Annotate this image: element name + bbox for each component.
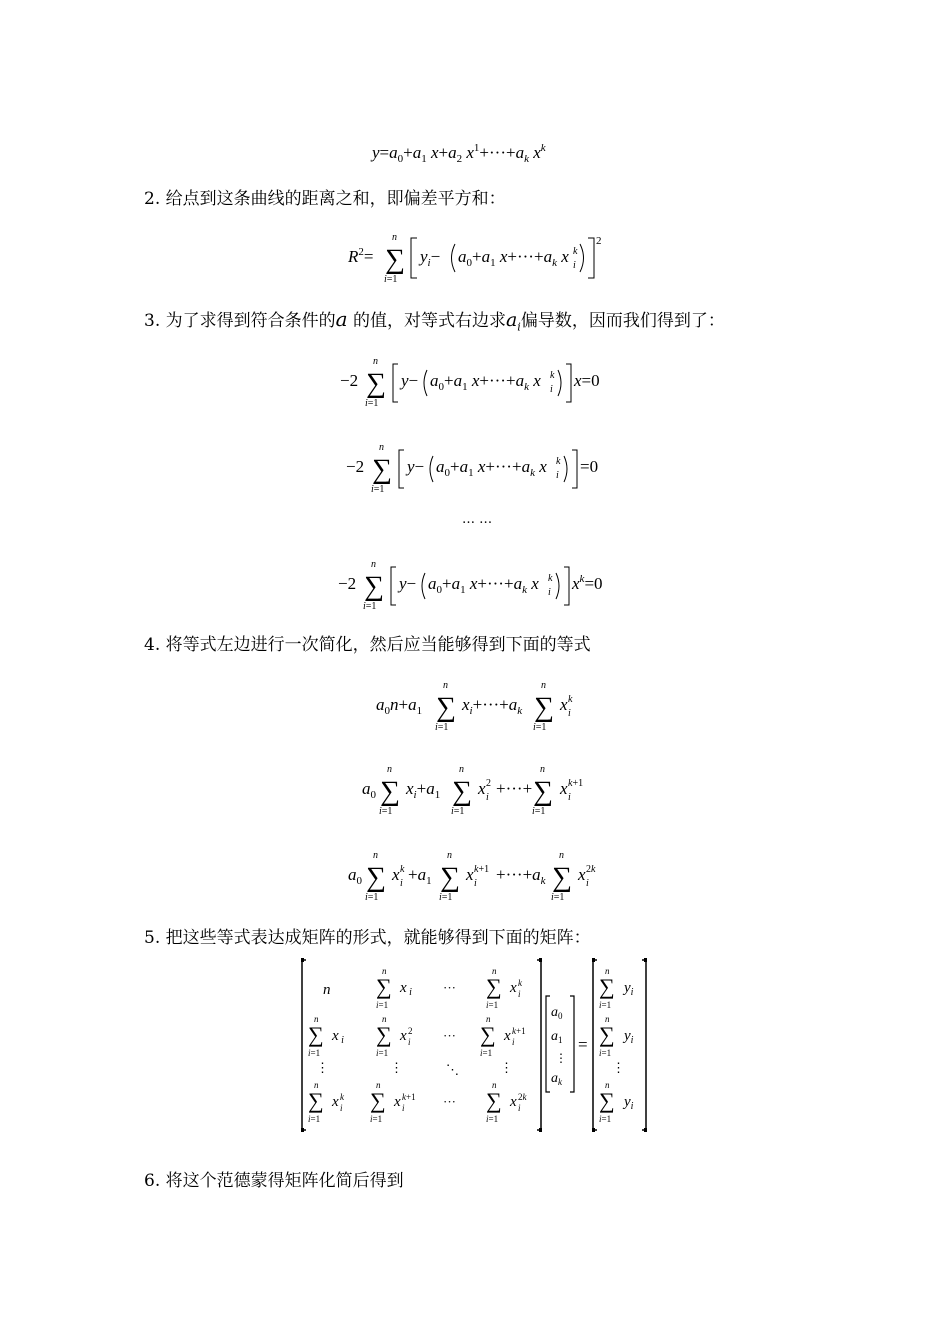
svg-text:i: i: [402, 1103, 405, 1113]
svg-text:+a1: $+a_1$: [408, 865, 432, 887]
svg-text:n: n: [447, 850, 452, 861]
svg-text:i=1: i=1: [533, 722, 547, 733]
svg-text:k: k: [548, 573, 553, 584]
svg-text:i=1: i=1: [365, 398, 379, 409]
svg-text:x: x: [504, 1028, 511, 1044]
equation-polynomial: [0, 136, 950, 170]
svg-text:n: n: [382, 1014, 387, 1024]
svg-text:x: x: [400, 1028, 407, 1044]
svg-text:k: k: [550, 370, 555, 381]
svg-text:∑: ∑: [376, 1022, 392, 1047]
svg-text:i: i: [568, 708, 571, 719]
equation-normal-1: [0, 676, 950, 734]
step-2-text: 2. 给点到这条曲线的距离之和，即偏差平方和：: [144, 189, 506, 209]
svg-text:n: n: [387, 764, 392, 775]
svg-text:i=1: i=1: [308, 1048, 321, 1058]
svg-text:a1: $a_1$: [551, 1029, 563, 1045]
svg-text:i=1: i=1: [365, 892, 379, 903]
svg-text:k+1: k+1: [568, 778, 584, 789]
svg-text:···: ···: [443, 980, 456, 995]
svg-text:k: k: [568, 694, 573, 705]
svg-text:yi: $y_i$: [624, 1028, 634, 1046]
svg-text:i=1: i=1: [599, 1114, 612, 1124]
svg-text:∑: ∑: [533, 776, 553, 807]
svg-text:i: i: [518, 1103, 521, 1113]
svg-text:x: x: [578, 865, 586, 884]
svg-text:k: k: [340, 1092, 344, 1102]
svg-text:i=1: i=1: [308, 1114, 321, 1124]
svg-text:=: =: [578, 1035, 588, 1054]
svg-text:i=1: i=1: [486, 1000, 499, 1010]
svg-text:n: n: [559, 850, 564, 861]
svg-text:k: k: [556, 456, 561, 467]
svg-text:i=1: i=1: [384, 274, 398, 285]
svg-text:y−: y−: [407, 457, 425, 476]
step-4-text: 4. 将等式左边进行一次简化，然后应当能够得到下面的等式: [144, 635, 591, 655]
svg-text:xi+a1: $x_i+a_1$: [406, 779, 441, 801]
svg-text:i=1: i=1: [435, 722, 449, 733]
svg-text:k: k: [400, 864, 405, 875]
svg-text:yi−: $y_i-$: [420, 247, 441, 269]
svg-text:n: n: [371, 559, 376, 570]
svg-text:∑: ∑: [480, 1022, 496, 1047]
svg-text:i=1: i=1: [480, 1048, 493, 1058]
svg-text:x: x: [332, 1094, 339, 1110]
svg-text:a0: $a_0$: [348, 865, 362, 887]
svg-text:x=0: x=0: [574, 371, 600, 390]
svg-text:∑: ∑: [599, 1088, 615, 1113]
svg-text:∑: ∑: [436, 692, 456, 723]
svg-text:i: i: [486, 792, 489, 803]
svg-text:yi: $y_i$: [624, 980, 634, 998]
ellipsis: … …: [462, 512, 493, 527]
svg-text:i: i: [573, 260, 576, 271]
svg-text:k: k: [518, 978, 522, 988]
svg-text:∑: ∑: [366, 368, 386, 399]
svg-text:i=1: i=1: [370, 1114, 383, 1124]
svg-text:⋮: ⋮: [612, 1060, 625, 1075]
svg-text:⋮: ⋮: [500, 1060, 513, 1075]
svg-text:x: x: [478, 779, 486, 798]
svg-text:i: i: [474, 878, 477, 889]
svg-text:+···+: +···+: [496, 779, 533, 798]
svg-text:yi: $y_i$: [624, 1094, 634, 1112]
svg-text:a0: $a_0$: [362, 779, 376, 801]
svg-text:∑: ∑: [308, 1022, 324, 1047]
svg-text:i: i: [518, 989, 521, 999]
svg-text:∑: ∑: [372, 454, 392, 485]
equation-normal-2: [0, 760, 950, 818]
equation-matrix: [0, 958, 950, 1134]
svg-text:i=1: i=1: [363, 601, 377, 612]
svg-text:2: 2: [408, 1026, 413, 1036]
svg-text:xi+···+ak: $x_i+\cdot\cdot\cdot+a_k$: [462, 695, 523, 717]
svg-text:i: i: [586, 878, 589, 889]
svg-text:···: ···: [443, 1094, 456, 1109]
svg-text:a0+a1 x+···+ak x: $a_0+a_1$ $x+\cdot\cdot\cdot+a_k$ x: [430, 371, 541, 393]
svg-text:n: n: [459, 764, 464, 775]
svg-text:n: n: [376, 1080, 381, 1090]
svg-text:n: n: [541, 680, 546, 691]
step-5-text: 5. 把这些等式表达成矩阵的形式，就能够得到下面的矩阵：: [144, 928, 591, 948]
svg-text:=0: =0: [580, 457, 599, 476]
svg-text:⋮: ⋮: [390, 1060, 403, 1075]
svg-text:i=1: i=1: [551, 892, 565, 903]
svg-text:2: 2: [486, 778, 491, 789]
svg-text:k+1: k+1: [512, 1026, 526, 1036]
svg-text:n: n: [605, 1014, 610, 1024]
svg-text:x: x: [394, 1094, 401, 1110]
svg-text:∑: ∑: [599, 974, 615, 999]
svg-text:⋱: ⋱: [446, 1062, 459, 1077]
svg-text:n: n: [492, 966, 497, 976]
svg-text:i=1: i=1: [599, 1000, 612, 1010]
svg-text:i: i: [568, 792, 571, 803]
svg-text:∑: ∑: [486, 974, 502, 999]
svg-text:−2: −2: [338, 574, 357, 593]
svg-text:n: n: [605, 966, 610, 976]
svg-text:i: i: [548, 587, 551, 598]
svg-text:∑: ∑: [380, 776, 400, 807]
svg-text:i=1: i=1: [486, 1114, 499, 1124]
svg-text:i: i: [550, 384, 553, 395]
svg-text:i: i: [340, 1103, 343, 1113]
svg-text:xk=0: $x^k=0$: [572, 573, 603, 593]
svg-text:i: i: [556, 470, 559, 481]
svg-text:x: x: [510, 1094, 517, 1110]
svg-text:a0: $a_0$: [551, 1005, 563, 1021]
svg-text:∑: ∑: [308, 1088, 324, 1113]
svg-text:x i: x $_i$: [400, 980, 412, 998]
svg-text:x i: x $_i$: [332, 1028, 344, 1046]
svg-text:∑: ∑: [385, 244, 405, 275]
step-6-text: 6. 将这个范德蒙得矩阵化简后得到: [144, 1171, 404, 1191]
svg-text:ak: $a_k$: [551, 1071, 562, 1087]
svg-text:i=1: i=1: [532, 806, 546, 817]
svg-text:∑: ∑: [452, 776, 472, 807]
svg-text:∑: ∑: [440, 862, 460, 893]
svg-text:∑: ∑: [364, 571, 384, 602]
svg-text:R2=: $R^2=$: [348, 246, 374, 266]
svg-text:n: n: [443, 680, 448, 691]
svg-text:∑: ∑: [366, 862, 386, 893]
svg-text:2k: 2k: [586, 864, 596, 875]
svg-text:⋮: ⋮: [316, 1060, 329, 1075]
svg-text:i=1: i=1: [371, 484, 385, 495]
svg-text:∑: ∑: [486, 1088, 502, 1113]
svg-text:x: x: [466, 865, 474, 884]
svg-text:y−: y−: [399, 574, 417, 593]
svg-text:n: n: [379, 442, 384, 453]
svg-text:n: n: [392, 232, 397, 243]
svg-text:i=1: i=1: [376, 1000, 389, 1010]
svg-text:a0n+a1: $a_0n+a_1$: [376, 695, 423, 717]
svg-text:⋮: ⋮: [555, 1051, 567, 1065]
svg-text:i=1: i=1: [379, 806, 393, 817]
svg-text:n: n: [314, 1080, 319, 1090]
svg-text:x: x: [510, 980, 517, 996]
equation-partial-derivative-1: [0, 350, 950, 410]
svg-text:2: 2: [596, 235, 602, 247]
svg-text:∑: ∑: [599, 1022, 615, 1047]
svg-text:i=1: i=1: [376, 1048, 389, 1058]
svg-text:n: n: [373, 850, 378, 861]
equation-normal-3: [0, 846, 950, 904]
svg-text:x: x: [560, 779, 568, 798]
equation-residual-sum: [0, 228, 950, 288]
svg-text:n: n: [492, 1080, 497, 1090]
svg-text:n: n: [373, 356, 378, 367]
svg-text:i: i: [408, 1037, 411, 1047]
svg-text:i: i: [512, 1037, 515, 1047]
svg-text:i=1: i=1: [451, 806, 465, 817]
svg-text:k: k: [573, 246, 578, 257]
svg-text:x: x: [560, 695, 568, 714]
svg-text:∑: ∑: [552, 862, 572, 893]
equation-partial-derivative-0: [0, 436, 950, 496]
svg-text:n: n: [540, 764, 545, 775]
svg-text:···: ···: [443, 1028, 456, 1043]
svg-text:a0+a1 x+···+ak x: $a_0+a_1$ $x+\cdot\cdot\cdot+a_k$ x: [436, 457, 547, 479]
equation-partial-derivative-k: [0, 553, 950, 613]
svg-text:n: n: [605, 1080, 610, 1090]
svg-text:n: n: [314, 1014, 319, 1024]
svg-text:i=1: i=1: [439, 892, 453, 903]
svg-text:x: x: [392, 865, 400, 884]
svg-text:n: n: [382, 966, 387, 976]
svg-text:∑: ∑: [370, 1088, 386, 1113]
svg-text:k+1: k+1: [402, 1092, 416, 1102]
step-3-text: 3. 为了求得到符合条件的a 的值，对等式右边求$a_i$偏导数，因而我们得到了：: [144, 307, 725, 334]
svg-text:−2: −2: [340, 371, 359, 390]
svg-text:y=a0+a1 x+a2 x1+···+ak xk: $y=a_0+a_1$ $x+a_2$ $x^1+\cdot\cdot\cdot+a_k$ $x^k$: [372, 142, 546, 165]
svg-text:n: n: [486, 1014, 491, 1024]
svg-text:i: i: [400, 878, 403, 889]
svg-text:+···+ak: $+\cdot\cdot\cdot+a_k$: [496, 865, 546, 887]
svg-text:∑: ∑: [534, 692, 554, 723]
svg-text:2k: 2k: [518, 1092, 527, 1102]
svg-text:k+1: k+1: [474, 864, 490, 875]
svg-text:∑: ∑: [376, 974, 392, 999]
svg-text:y−: y−: [401, 371, 419, 390]
svg-text:i=1: i=1: [599, 1048, 612, 1058]
svg-text:a0+a1 x+···+ak x: $a_0+a_1$ $x+\cdot\cdot\cdot+a_k$ x: [458, 247, 569, 269]
svg-text:n: n: [323, 982, 331, 998]
svg-text:−2: −2: [346, 457, 365, 476]
svg-text:a0+a1 x+···+ak x: $a_0+a_1$ $x+\cdot\cdot\cdot+a_k$ x: [428, 574, 539, 596]
